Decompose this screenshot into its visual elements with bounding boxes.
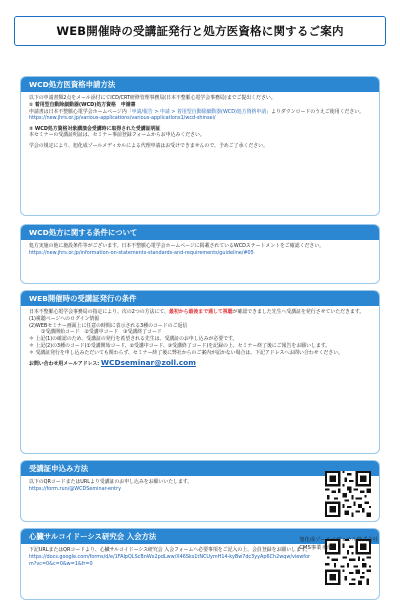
department-name: CMS事業本部 [299,545,333,551]
qr-code-application[interactable] [325,471,371,517]
application-text: 以下のQRコードまたはURLより受講証のお申し込みをお願いいたします。 [29,479,193,485]
item1-title: ① 着用型自動除細動器(WCD)処方資格 申請書 [29,101,136,108]
codes-list: ①受講開始コード ②受講中コード ③受講終了コード [41,329,162,336]
section-header: 受講証申込み方法 [21,461,379,476]
item2-text: 本セミナーの受講証明証は、セミナー事前登録フォームからお申込みください。 [29,132,205,139]
condition-1: (1)視聴ページへのログイン情報 [29,315,100,322]
footer [299,536,378,552]
highlight-text: 最初から最後まで通して視聴 [168,309,233,315]
application-form-link[interactable]: https://form.run/@WCDSeminar-entry [29,485,121,492]
note-bullet-3: ＊ 受講証発行を申し込みただいても関わらず、セミナー終了後に弊社からのご案内が届かない場合は、下記アドレスへお問い合わせください。 [29,349,344,356]
condition-2: (2)WEBセミナー画面上に任意の時間に表示される3種のコードのご返信 [29,322,188,329]
section-certificate-application [20,460,380,522]
section-wcd-application [20,76,380,216]
note-bullet-1: ＊ 上記(1)の確認のため、受講証の発行を希望される先生は、受講証のお申し込みが必要です。 [29,336,238,343]
statement-url-link[interactable]: https://new.jhrs.or.jp/information-on-statements-standards-and-requirements/guideline/#05 [29,249,254,256]
note-bullet-2: ＊ 上記(2)の3種のコード(①受講開始コード、②受講中コード、③受講終了コード)を記録の上、セミナー終了後にご報告をお願いします。 [29,342,331,349]
contact-email-link[interactable]: WCDseminar@zoll.com [100,358,196,368]
section-certificate-conditions [20,290,380,454]
section-wcd-conditions [20,224,380,284]
company-name: 旭化成ゾールメディカル株式会社 [299,537,378,543]
section-header: 心臓サルコイドーシス研究会 入会方法 [21,529,379,544]
section-header: WCD処方に関する条件について [21,225,379,240]
contact-label: お問い合わせ用メールアドレス: [29,361,100,368]
page-title: WEB開催時の受講証発行と処方医資格に関するご案内 [56,24,344,38]
conditions-text: 処方実施の他に施設条件等がございます。日本不整脈心電学会ホームページに掲載されているWCDステートメントをご確認ください。 [29,243,325,249]
contact-line [29,360,371,368]
conditions-intro: 日本不整脈心電学会事務局の指定により、次の2つの方法にて、最初から最後まで通して視聴が確認できました先生へ受講証を発行させていただきます。 [29,309,365,315]
section-intro: 以下の申請書類2点をメール添付にてICD/CRT研修管理事務局(日本不整脈心電学会事務局)までご提出ください。 [29,95,276,101]
membership-text: 下記URLまたはQRコードより、心臓サルコイドーシス研究会 入会フォームへ必要事項をご記入の上、会員登録をお願いします。 [29,547,311,553]
membership-form-link[interactable]: https://docs.google.com/forms/d/e/1FAIpQLScBnWx2pdLww/X46Sks1tNCUymH14-kyBw7dc3yyAp6Ch2wqw/viewform?vc=0&c=0&w=1&fr=0 [29,553,310,567]
application-path-link[interactable]: 申請/報告 > 申請 > 着用型自動除細動器(WCD)処方資格申請 [131,108,267,115]
proxy-note: 学会の規定により、旭化成ゾールメディカルによる代理申請はお受けできませんので、予めご了承ください。 [29,142,268,149]
page-title-box [14,16,386,46]
application-url-link[interactable]: https://new.jhrs.or.jp/various-applications/various-applications1/wcd-shinsei/ [29,115,216,122]
item1-text: 申請書は日本不整脈心電学会ホームページ内「申請/報告 > 申請 > 着用型自動除細動器(WCD)処方資格申請」よりダウンロードのうえご使用ください。 [29,108,365,115]
section-header: WEB開催時の受講証発行の条件 [21,291,379,306]
item2-title: ② WCD処方資格対象講演会受講時に取得された受講証明証 [29,125,161,132]
section-header: WCD処方医資格申請方法 [21,77,379,92]
